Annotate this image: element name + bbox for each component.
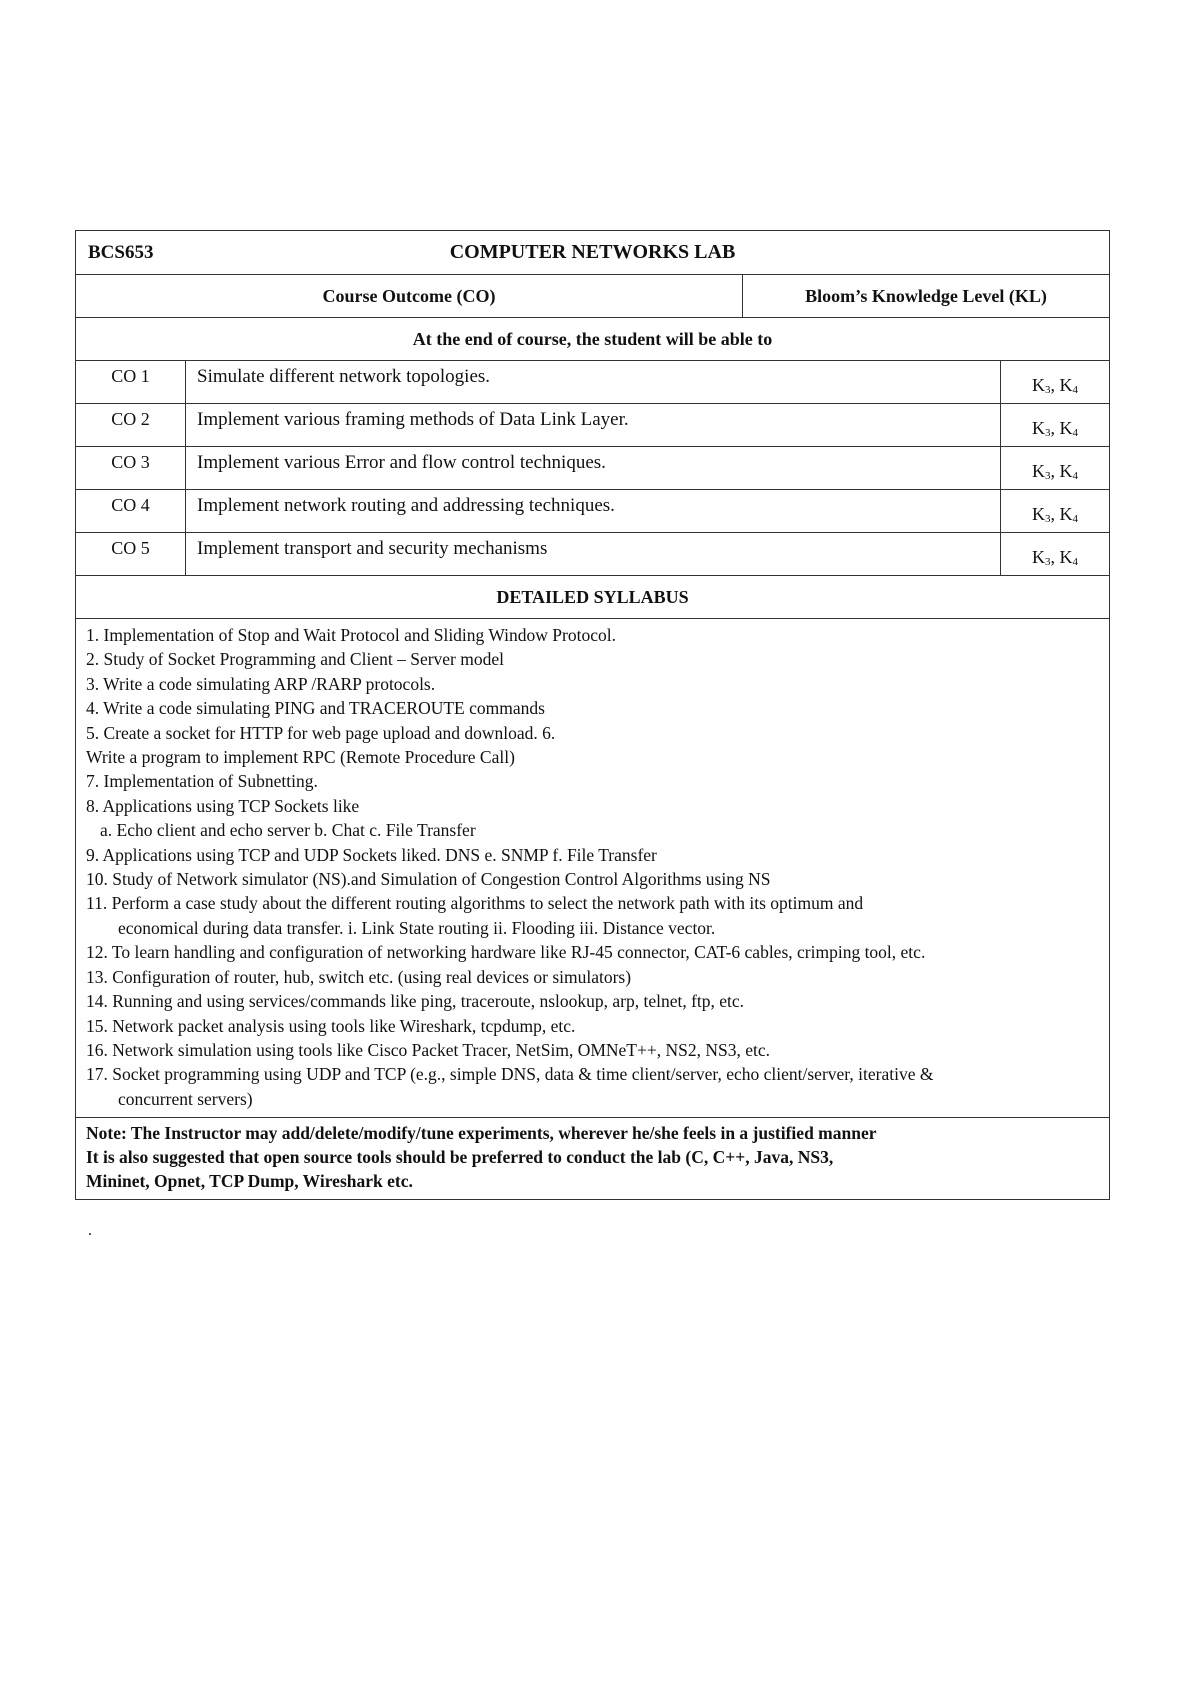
co-knowledge-level: K $_3$ , K $_4$ [1032,547,1078,568]
syllabus-item: 4. Write a code simulating PING and TRACEROUTE commands [86,698,545,719]
kl-subscript: 4 [1072,513,1078,525]
syllabus-item: 15. Network packet analysis using tools like Wireshark, tcpdump, etc. [86,1015,576,1036]
syllabus-heading: DETAILED SYLLABUS [76,576,1109,619]
kl-subscript: 3 [1045,470,1051,482]
co-knowledge-level: K $_3$ , K $_4$ [1032,461,1078,482]
course-title: COMPUTER NETWORKS LAB [449,241,736,263]
co-row-2 [76,404,1109,447]
co-row-4 [76,490,1109,533]
syllabus-item: 12. To learn handling and configuration of networking hardware like RJ-45 connector, CAT-6 cables, crimping tool, etc. [86,942,926,963]
syllabus-item: 11. Perform a case study about the different routing algorithms to select the network path with its optimum and [86,893,864,914]
syllabus-item-continuation: economical during data transfer. i. Link State routing ii. Flooding iii. Distance vector. [118,917,716,938]
syllabus-item: 7. Implementation of Subnetting. [86,771,318,792]
kl-subscript: 3 [1045,384,1051,396]
knowledge-level-header: Bloom’s Knowledge Level (KL) [805,285,1047,306]
co-row-5 [76,533,1109,576]
kl-subscript: 4 [1072,427,1078,439]
syllabus-list [76,619,1109,1118]
co-row-1 [76,361,1109,404]
co-description: Implement various Error and flow control techniques. [186,447,1001,489]
kl-letter: K [1059,547,1073,567]
course-code: BCS653 [88,241,154,263]
co-description: Implement various framing methods of Data Link Layer. [186,404,1001,446]
kl-subscript: 3 [1045,556,1051,568]
co-row-3 [76,447,1109,490]
syllabus-item: Write a program to implement RPC (Remote Procedure Call) [86,747,515,768]
syllabus-item: 8. Applications using TCP Sockets like [86,795,360,816]
syllabus-table [75,230,1110,1200]
stray-dot: . [88,1222,92,1239]
co-description: Implement transport and security mechanisms [186,533,1001,575]
co-id: CO 5 [76,533,186,575]
syllabus-subitem: a. Echo client and echo server b. Chat c. File Transfer [100,820,476,841]
instructor-note [76,1118,1109,1199]
syllabus-item: 5. Create a socket for HTTP for web page upload and download. 6. [86,722,556,743]
outcome-header-row [76,275,1109,318]
kl-subscript: 3 [1045,513,1051,525]
co-description: Simulate different network topologies. [186,361,1001,403]
kl-letter: K [1059,375,1073,395]
co-knowledge-level: K $_3$ , K $_4$ [1032,504,1078,525]
kl-subscript: 4 [1072,470,1078,482]
note-line: It is also suggested that open source tools should be preferred to conduct the lab (C, C++, Java, NS3, [86,1147,834,1168]
course-outcome-header: Course Outcome (CO) [76,275,743,317]
co-id: CO 4 [76,490,186,532]
co-description: Implement network routing and addressing techniques. [186,490,1001,532]
kl-letter: K [1059,504,1073,524]
syllabus-item: 9. Applications using TCP and UDP Sockets liked. DNS e. SNMP f. File Transfer [86,844,657,865]
kl-subscript: 4 [1072,556,1078,568]
kl-letter: K [1059,418,1073,438]
course-title-row [76,231,1109,275]
syllabus-item: 13. Configuration of router, hub, switch etc. (using real devices or simulators) [86,966,632,987]
co-knowledge-level: K $_3$ , K $_4$ [1032,418,1078,439]
syllabus-item: 17. Socket programming using UDP and TCP (e.g., simple DNS, data & time client/server, echo client/server, iterative & [86,1064,934,1085]
note-line: Mininet, Opnet, TCP Dump, Wireshark etc. [86,1171,413,1192]
syllabus-item: 14. Running and using services/commands like ping, traceroute, nslookup, arp, telnet, ftp, etc. [86,991,745,1012]
kl-letter: K [1032,461,1045,481]
co-knowledge-level: K $_3$ , K $_4$ [1032,375,1078,396]
syllabus-item-continuation: concurrent servers) [118,1088,253,1109]
note-line: Note: The Instructor may add/delete/modify/tune experiments, wherever he/she feels in a justified manner [86,1123,877,1144]
syllabus-item: 2. Study of Socket Programming and Client – Server model [86,649,505,670]
outcome-intro: At the end of course, the student will be able to [76,318,1109,361]
kl-letter: K [1032,375,1045,395]
kl-subscript: 4 [1072,384,1078,396]
co-id: CO 3 [76,447,186,489]
kl-letter: K [1032,504,1045,524]
syllabus-item: 10. Study of Network simulator (NS).and Simulation of Congestion Control Algorithms using NS [86,869,771,890]
co-id: CO 1 [76,361,186,403]
syllabus-item: 1. Implementation of Stop and Wait Protocol and Sliding Window Protocol. [86,625,616,645]
syllabus-item: 16. Network simulation using tools like Cisco Packet Tracer, NetSim, OMNeT++, NS2, NS3, etc. [86,1039,770,1060]
syllabus-item: 3. Write a code simulating ARP /RARP protocols. [86,673,436,694]
kl-subscript: 3 [1045,427,1051,439]
kl-letter: K [1032,418,1045,438]
kl-letter: K [1059,461,1073,481]
kl-letter: K [1032,547,1045,567]
co-id: CO 2 [76,404,186,446]
